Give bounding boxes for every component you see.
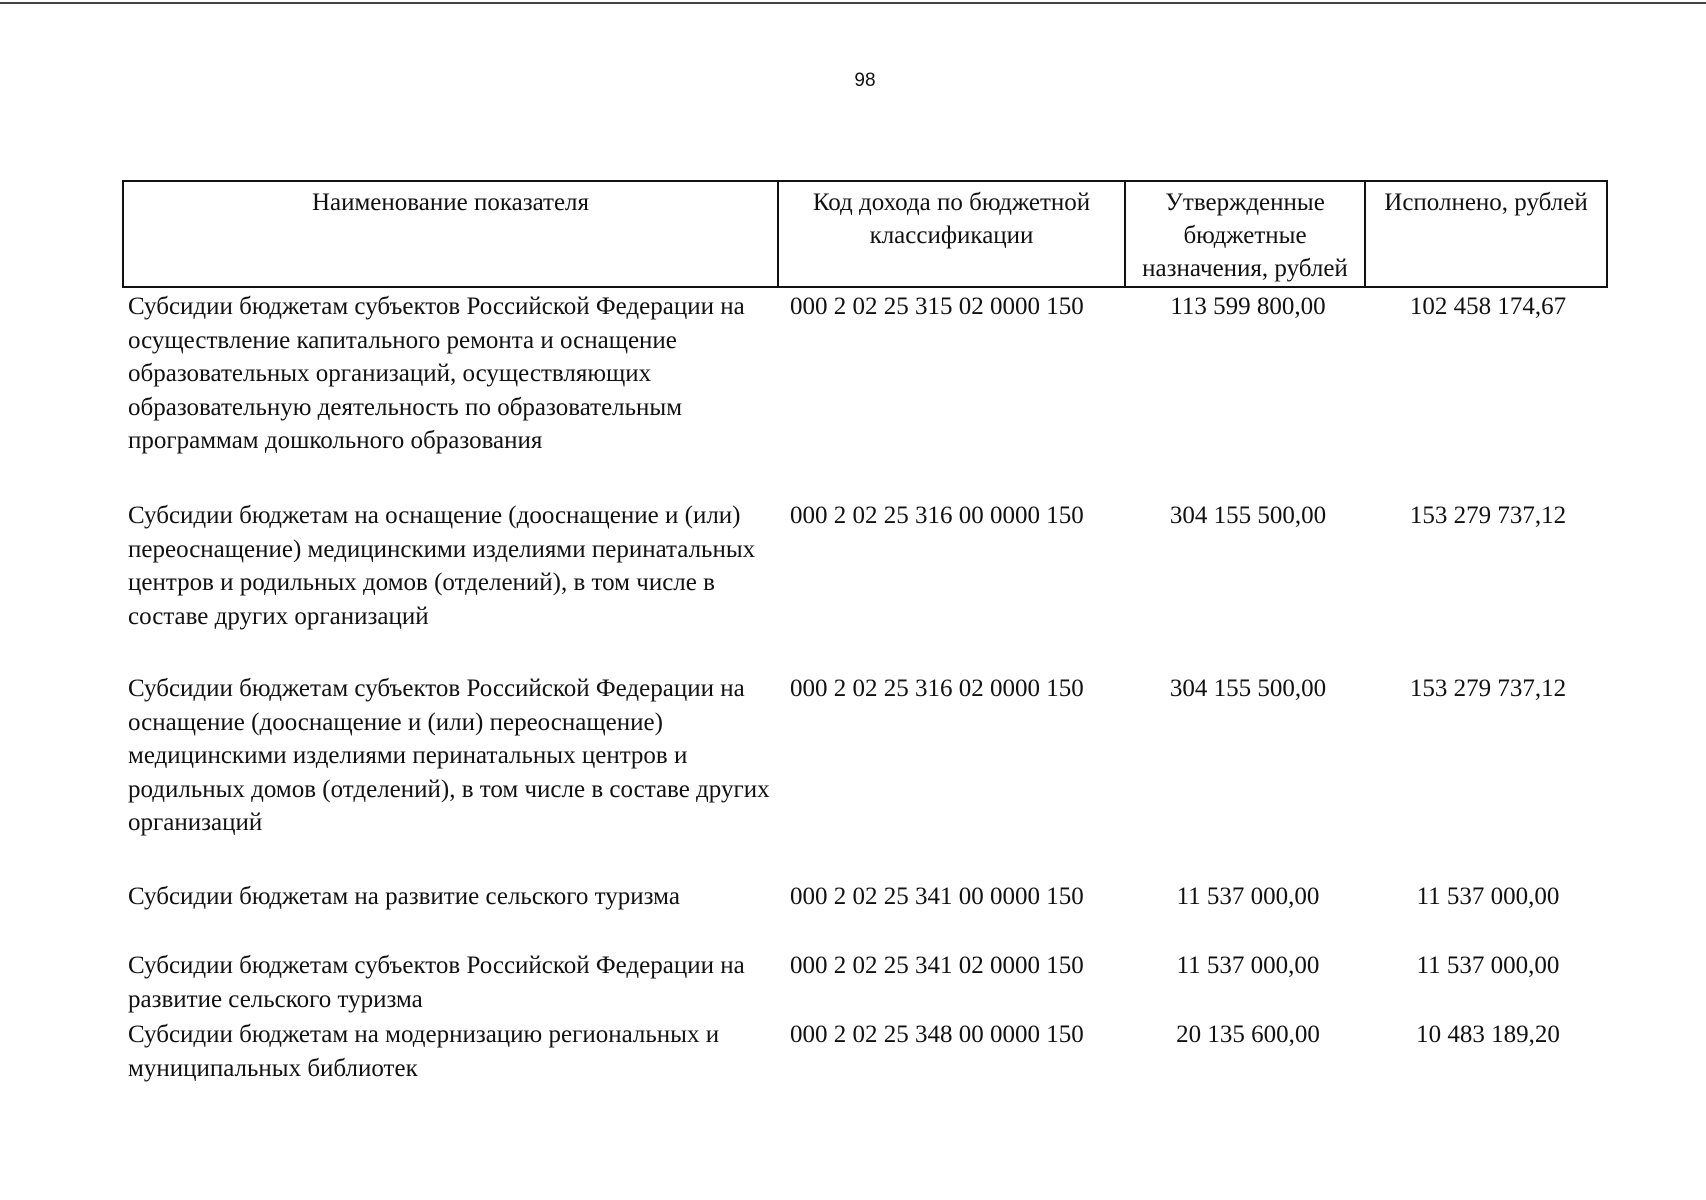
row-executed: 153 279 737,12 [1409, 675, 1567, 702]
row-code: 000 2 02 25 341 02 0000 150 [790, 952, 1084, 979]
header-code: Код дохода по бюджетной классификации [779, 182, 1126, 286]
header-executed: Исполнено, рублей [1384, 189, 1588, 216]
row-name: Субсидии бюджетам субъектов Российской Федерации на оснащение (дооснащение и (или) переоснащение) медицинскими изделиями перинатальных центров и родильных домов (отделений), в том числе в составе других организаций [128, 675, 770, 836]
header-approved: Утвержденные бюджетные назначения, рублей [1126, 182, 1366, 286]
row-name: Субсидии бюджетам на оснащение (дооснащение и (или) переоснащение) медицинскими изделиями перинатальных центров и родильных домов (отделений), в том числе в составе других организаций [128, 502, 756, 630]
row-approved: 304 155 500,00 [1169, 675, 1327, 702]
row-code: 000 2 02 25 316 02 0000 150 [790, 675, 1084, 702]
row-executed: 102 458 174,67 [1409, 293, 1567, 320]
row-code: 000 2 02 25 341 00 0000 150 [790, 883, 1084, 910]
row-code: 000 2 02 25 316 00 0000 150 [790, 502, 1084, 529]
header-name: Наименование показателя [124, 182, 779, 286]
row-approved: 20 135 600,00 [1176, 1021, 1320, 1048]
row-code: 000 2 02 25 348 00 0000 150 [790, 1021, 1084, 1048]
row-approved: 304 155 500,00 [1169, 502, 1327, 529]
row-name: Субсидии бюджетам субъектов Российской Федерации на осуществление капитального ремонта и оснащение образовательных организаций, осуществляющих образовательную деятельность по образовательным программам дошкольного образования [128, 293, 745, 454]
row-executed: 11 537 000,00 [1416, 952, 1560, 979]
row-code: 000 2 02 25 315 02 0000 150 [790, 293, 1084, 320]
row-executed: 10 483 189,20 [1416, 1021, 1560, 1048]
row-executed: 11 537 000,00 [1416, 883, 1560, 910]
row-name: Субсидии бюджетам субъектов Российской Федерации на развитие сельского туризма [128, 952, 745, 1013]
row-approved: 113 599 800,00 [1170, 293, 1326, 320]
row-executed: 153 279 737,12 [1409, 502, 1567, 529]
row-name: Субсидии бюджетам на развитие сельского туризма [128, 883, 680, 910]
table-header [122, 180, 1608, 288]
row-name: Субсидии бюджетам на модернизацию региональных и муниципальных библиотек [128, 1021, 720, 1082]
row-approved: 11 537 000,00 [1176, 883, 1320, 910]
page-number: 98 [854, 70, 876, 91]
top-rule [0, 2, 1706, 4]
row-approved: 11 537 000,00 [1176, 952, 1320, 979]
